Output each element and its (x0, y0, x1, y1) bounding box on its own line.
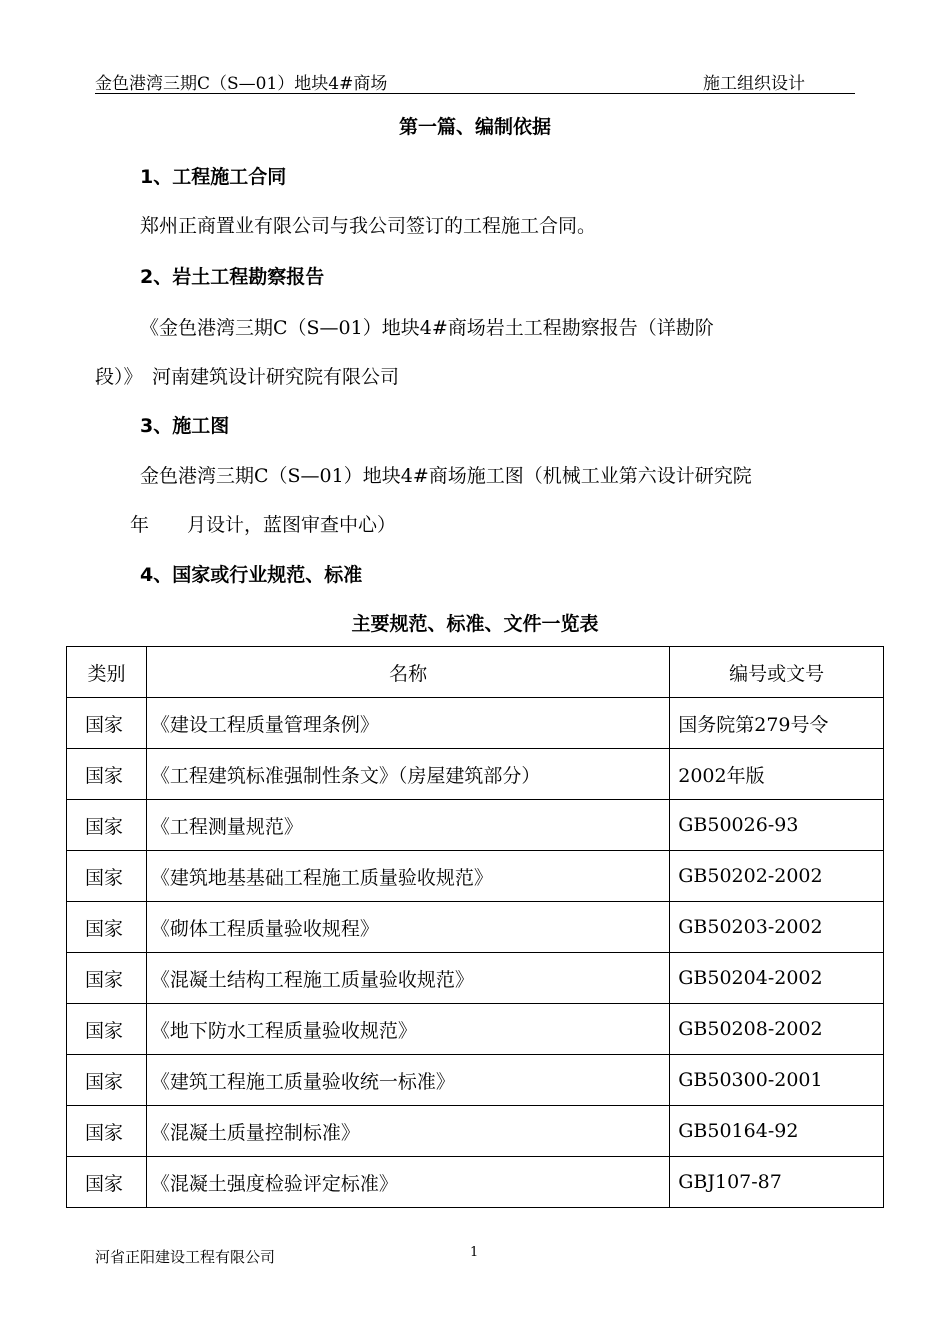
cell-category: 国家 (67, 749, 147, 800)
chapter-title: 第一篇、编制依据 (398, 116, 551, 138)
cell-name: 《工程建筑标准强制性条文》（房屋建筑部分） (146, 749, 669, 800)
table-row (67, 902, 884, 953)
cell-code: GB50164-92 (670, 1106, 884, 1157)
cell-name: 《建筑地基基础工程施工质量验收规范》 (146, 851, 669, 902)
header-document-type: 施工组织设计 (703, 74, 805, 94)
cell-category: 国家 (67, 698, 147, 749)
table-row (67, 749, 884, 800)
column-header-category: 类别 (67, 647, 147, 698)
survey-report-text-line-1: 《金色港湾三期C（S—01）地块4#商场岩土工程勘察报告（详勘阶 (140, 317, 714, 339)
cell-code: 2002年版 (670, 749, 884, 800)
table-row (67, 1106, 884, 1157)
cell-category: 国家 (67, 851, 147, 902)
page-header (95, 69, 855, 94)
drawings-text-line-1: 金色港湾三期C（S—01）地块4#商场施工图（机械工业第六设计研究院 (140, 465, 752, 487)
table-row (67, 698, 884, 749)
table-row (67, 1157, 884, 1208)
table-row (67, 953, 884, 1004)
table-row (67, 1055, 884, 1106)
cell-category: 国家 (67, 1106, 147, 1157)
cell-category: 国家 (67, 953, 147, 1004)
section-heading-standards: 4、国家或行业规范、标准 (140, 564, 363, 586)
cell-name: 《混凝土结构工程施工质量验收规范》 (146, 953, 669, 1004)
cell-code: GB50208-2002 (670, 1004, 884, 1055)
section-heading-drawings: 3、施工图 (140, 415, 230, 437)
cell-category: 国家 (67, 902, 147, 953)
drawings-text-line-2: 年 月设计，蓝图审查中心） (130, 514, 397, 536)
section-heading-contract: 1、工程施工合同 (140, 166, 287, 188)
cell-category: 国家 (67, 1055, 147, 1106)
column-header-code: 编号或文号 (670, 647, 884, 698)
survey-report-text-line-2: 段）》 河南建筑设计研究院有限公司 (95, 366, 400, 388)
cell-name: 《建筑工程施工质量验收统一标准》 (146, 1055, 669, 1106)
cell-code: GB50202-2002 (670, 851, 884, 902)
cell-category: 国家 (67, 800, 147, 851)
cell-code: GB50026-93 (670, 800, 884, 851)
cell-category: 国家 (67, 1157, 147, 1208)
standards-table (66, 646, 884, 1208)
table-row (67, 851, 884, 902)
table-row (67, 800, 884, 851)
cell-name: 《混凝土质量控制标准》 (146, 1106, 669, 1157)
cell-name: 《工程测量规范》 (146, 800, 669, 851)
column-header-name: 名称 (146, 647, 669, 698)
cell-name: 《混凝土强度检验评定标准》 (146, 1157, 669, 1208)
cell-code: GB50300-2001 (670, 1055, 884, 1106)
table-title: 主要规范、标准、文件一览表 (351, 613, 599, 635)
footer-company-name: 河省正阳建设工程有限公司 (95, 1248, 276, 1266)
cell-code: GBJ107-87 (670, 1157, 884, 1208)
section-heading-survey-report: 2、岩土工程勘察报告 (140, 266, 325, 288)
cell-code: 国务院第279号令 (670, 698, 884, 749)
cell-name: 《建设工程质量管理条例》 (146, 698, 669, 749)
table-header-row (67, 647, 884, 698)
header-project-name: 金色港湾三期C（S—01）地块4#商场 (95, 74, 388, 94)
cell-name: 《砌体工程质量验收规程》 (146, 902, 669, 953)
cell-code: GB50204-2002 (670, 953, 884, 1004)
cell-category: 国家 (67, 1004, 147, 1055)
page-number: 1 (470, 1245, 479, 1260)
cell-code: GB50203-2002 (670, 902, 884, 953)
cell-name: 《地下防水工程质量验收规范》 (146, 1004, 669, 1055)
table-row (67, 1004, 884, 1055)
contract-text: 郑州正商置业有限公司与我公司签订的工程施工合同。 (140, 215, 597, 237)
